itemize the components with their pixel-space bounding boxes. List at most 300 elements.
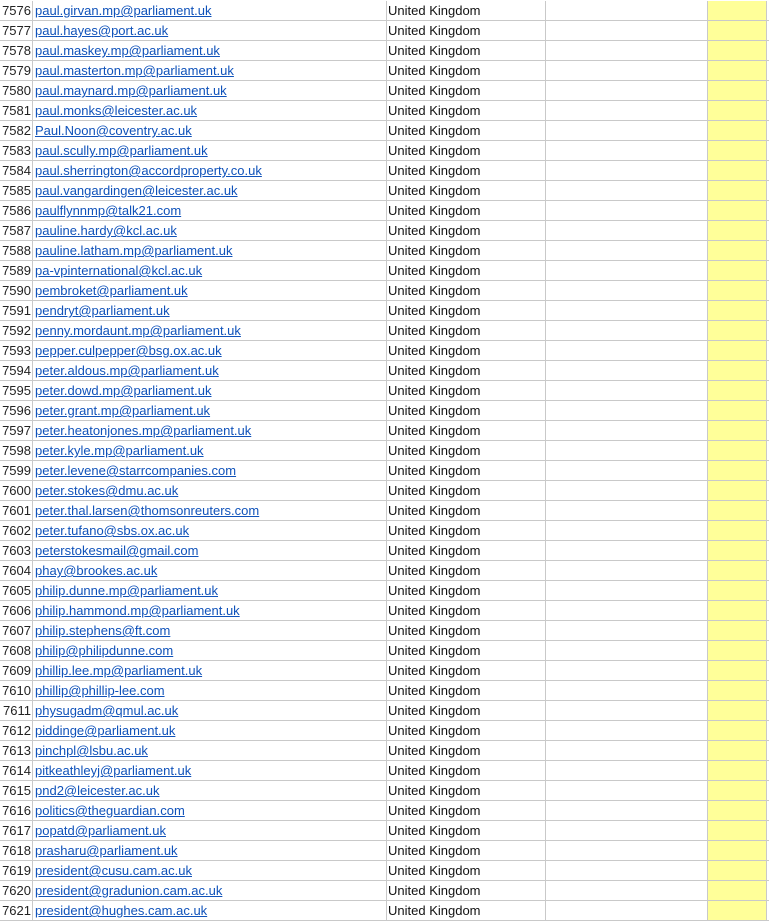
email-cell[interactable] bbox=[33, 761, 387, 781]
country-cell[interactable]: United Kingdom bbox=[387, 581, 546, 601]
highlighted-cell[interactable] bbox=[708, 521, 767, 541]
empty-cell[interactable] bbox=[546, 41, 708, 61]
highlighted-cell[interactable] bbox=[708, 441, 767, 461]
email-link[interactable]: physugadm@qmul.ac.uk bbox=[35, 703, 179, 718]
email-cell[interactable] bbox=[33, 561, 387, 581]
email-cell[interactable] bbox=[33, 621, 387, 641]
highlighted-cell[interactable] bbox=[708, 381, 767, 401]
row-number-cell[interactable] bbox=[0, 121, 33, 141]
country-cell[interactable]: United Kingdom bbox=[387, 241, 546, 261]
empty-cell[interactable] bbox=[546, 21, 708, 41]
empty-cell[interactable] bbox=[546, 521, 708, 541]
email-cell[interactable] bbox=[33, 661, 387, 681]
empty-cell[interactable] bbox=[546, 741, 708, 761]
row-number-cell[interactable] bbox=[0, 41, 33, 61]
empty-cell[interactable] bbox=[546, 381, 708, 401]
country-cell[interactable]: United Kingdom bbox=[387, 701, 546, 721]
row-number-cell[interactable] bbox=[0, 721, 33, 741]
highlighted-cell[interactable] bbox=[708, 841, 767, 861]
email-cell[interactable] bbox=[33, 601, 387, 621]
country-cell[interactable]: United Kingdom bbox=[387, 561, 546, 581]
empty-cell[interactable] bbox=[546, 821, 708, 841]
email-cell[interactable] bbox=[33, 481, 387, 501]
row-number-cell[interactable] bbox=[0, 881, 33, 901]
row-number-cell[interactable] bbox=[0, 181, 33, 201]
country-cell[interactable]: United Kingdom bbox=[387, 781, 546, 801]
email-cell[interactable] bbox=[33, 841, 387, 861]
highlighted-cell[interactable] bbox=[708, 181, 767, 201]
empty-cell[interactable] bbox=[546, 281, 708, 301]
email-link[interactable]: philip.hammond.mp@parliament.uk bbox=[35, 603, 240, 618]
email-link[interactable]: peter.heatonjones.mp@parliament.uk bbox=[35, 423, 252, 438]
row-number-cell[interactable] bbox=[0, 621, 33, 641]
country-cell[interactable]: United Kingdom bbox=[387, 41, 546, 61]
email-cell[interactable] bbox=[33, 381, 387, 401]
row-number: 7609 bbox=[2, 663, 31, 678]
highlighted-cell[interactable] bbox=[708, 881, 767, 901]
highlighted-cell[interactable] bbox=[708, 821, 767, 841]
table-row bbox=[0, 581, 769, 601]
email-link[interactable]: philip.dunne.mp@parliament.uk bbox=[35, 583, 219, 598]
row-number-cell[interactable] bbox=[0, 1, 33, 21]
highlighted-cell[interactable] bbox=[708, 361, 767, 381]
highlighted-cell[interactable] bbox=[708, 861, 767, 881]
country-cell[interactable]: United Kingdom bbox=[387, 321, 546, 341]
email-cell[interactable] bbox=[33, 881, 387, 901]
country-cell[interactable]: United Kingdom bbox=[387, 341, 546, 361]
email-cell[interactable] bbox=[33, 321, 387, 341]
empty-cell[interactable] bbox=[546, 301, 708, 321]
email-link[interactable]: president@hughes.cam.ac.uk bbox=[35, 903, 208, 918]
email-cell[interactable] bbox=[33, 821, 387, 841]
country-cell[interactable]: United Kingdom bbox=[387, 601, 546, 621]
row-number-cell[interactable] bbox=[0, 201, 33, 221]
row-number-cell[interactable] bbox=[0, 381, 33, 401]
highlighted-cell[interactable] bbox=[708, 781, 767, 801]
email-link[interactable]: piddinge@parliament.uk bbox=[35, 723, 176, 738]
highlighted-cell[interactable] bbox=[708, 301, 767, 321]
email-link[interactable]: paul.scully.mp@parliament.uk bbox=[35, 143, 208, 158]
email-cell[interactable] bbox=[33, 161, 387, 181]
row-number-cell[interactable] bbox=[0, 141, 33, 161]
row-number-cell[interactable] bbox=[0, 361, 33, 381]
empty-cell[interactable] bbox=[546, 861, 708, 881]
email-cell[interactable] bbox=[33, 581, 387, 601]
highlighted-cell[interactable] bbox=[708, 801, 767, 821]
empty-cell[interactable] bbox=[546, 481, 708, 501]
email-cell[interactable] bbox=[33, 801, 387, 821]
table-row bbox=[0, 681, 769, 701]
highlighted-cell[interactable] bbox=[708, 281, 767, 301]
row-number-cell[interactable] bbox=[0, 741, 33, 761]
country-cell[interactable]: United Kingdom bbox=[387, 61, 546, 81]
row-number-cell[interactable] bbox=[0, 441, 33, 461]
highlighted-cell[interactable] bbox=[708, 201, 767, 221]
email-link[interactable]: president@gradunion.cam.ac.uk bbox=[35, 883, 223, 898]
row-number-cell[interactable] bbox=[0, 21, 33, 41]
email-link[interactable]: phillip@phillip-lee.com bbox=[35, 683, 165, 698]
row-number-cell[interactable] bbox=[0, 861, 33, 881]
country-cell[interactable]: United Kingdom bbox=[387, 661, 546, 681]
email-link[interactable]: peter.stokes@dmu.ac.uk bbox=[35, 483, 179, 498]
empty-cell[interactable] bbox=[546, 1, 708, 21]
empty-cell[interactable] bbox=[546, 901, 708, 921]
empty-cell[interactable] bbox=[546, 61, 708, 81]
highlighted-cell[interactable] bbox=[708, 761, 767, 781]
table-row bbox=[0, 221, 769, 241]
email-cell[interactable] bbox=[33, 341, 387, 361]
email-link[interactable]: peter.levene@starrcompanies.com bbox=[35, 463, 237, 478]
empty-cell[interactable] bbox=[546, 801, 708, 821]
country-cell[interactable]: United Kingdom bbox=[387, 801, 546, 821]
table-row bbox=[0, 601, 769, 621]
email-link[interactable]: penny.mordaunt.mp@parliament.uk bbox=[35, 323, 241, 338]
email-link[interactable]: pnd2@leicester.ac.uk bbox=[35, 783, 160, 798]
empty-cell[interactable] bbox=[546, 401, 708, 421]
email-link[interactable]: paul.monks@leicester.ac.uk bbox=[35, 103, 198, 118]
empty-cell[interactable] bbox=[546, 621, 708, 641]
email-link[interactable]: philip.stephens@ft.com bbox=[35, 623, 171, 638]
email-cell[interactable] bbox=[33, 681, 387, 701]
email-link[interactable]: popatd@parliament.uk bbox=[35, 823, 166, 838]
empty-cell[interactable] bbox=[546, 641, 708, 661]
email-link[interactable]: pembroket@parliament.uk bbox=[35, 283, 188, 298]
email-cell[interactable] bbox=[33, 281, 387, 301]
highlighted-cell[interactable] bbox=[708, 501, 767, 521]
empty-cell[interactable] bbox=[546, 201, 708, 221]
row-number-cell[interactable] bbox=[0, 761, 33, 781]
highlighted-cell[interactable] bbox=[708, 541, 767, 561]
email-cell[interactable] bbox=[33, 101, 387, 121]
email-cell[interactable] bbox=[33, 501, 387, 521]
row-number-cell[interactable] bbox=[0, 81, 33, 101]
empty-cell[interactable] bbox=[546, 541, 708, 561]
row-number: 7580 bbox=[2, 83, 31, 98]
email-link[interactable]: pauline.latham.mp@parliament.uk bbox=[35, 243, 233, 258]
table-row bbox=[0, 121, 769, 141]
country-cell[interactable]: United Kingdom bbox=[387, 881, 546, 901]
email-cell[interactable] bbox=[33, 861, 387, 881]
email-link[interactable]: peter.tufano@sbs.ox.ac.uk bbox=[35, 523, 190, 538]
email-link[interactable]: Paul.Noon@coventry.ac.uk bbox=[35, 123, 192, 138]
email-link[interactable]: peter.dowd.mp@parliament.uk bbox=[35, 383, 212, 398]
highlighted-cell[interactable] bbox=[708, 701, 767, 721]
country-cell[interactable]: United Kingdom bbox=[387, 821, 546, 841]
row-number-cell[interactable] bbox=[0, 581, 33, 601]
highlighted-cell[interactable] bbox=[708, 221, 767, 241]
email-cell[interactable] bbox=[33, 181, 387, 201]
country-cell[interactable]: United Kingdom bbox=[387, 141, 546, 161]
email-cell[interactable] bbox=[33, 461, 387, 481]
row-number-cell[interactable] bbox=[0, 281, 33, 301]
highlighted-cell[interactable] bbox=[708, 261, 767, 281]
email-link[interactable]: peterstokesmail@gmail.com bbox=[35, 543, 199, 558]
empty-cell[interactable] bbox=[546, 361, 708, 381]
country-cell[interactable]: United Kingdom bbox=[387, 361, 546, 381]
table-row bbox=[0, 741, 769, 761]
highlighted-cell[interactable] bbox=[708, 121, 767, 141]
email-link[interactable]: pitkeathleyj@parliament.uk bbox=[35, 763, 192, 778]
email-link[interactable]: pepper.culpepper@bsg.ox.ac.uk bbox=[35, 343, 222, 358]
email-cell[interactable] bbox=[33, 261, 387, 281]
email-cell[interactable] bbox=[33, 641, 387, 661]
country-cell[interactable]: United Kingdom bbox=[387, 541, 546, 561]
row-number-cell[interactable] bbox=[0, 261, 33, 281]
table-row bbox=[0, 821, 769, 841]
highlighted-cell[interactable] bbox=[708, 461, 767, 481]
email-cell[interactable] bbox=[33, 221, 387, 241]
email-cell[interactable] bbox=[33, 241, 387, 261]
email-link[interactable]: paul.maynard.mp@parliament.uk bbox=[35, 83, 227, 98]
empty-cell[interactable] bbox=[546, 881, 708, 901]
country-cell[interactable]: United Kingdom bbox=[387, 681, 546, 701]
row-number-cell[interactable] bbox=[0, 781, 33, 801]
highlighted-cell[interactable] bbox=[708, 581, 767, 601]
email-cell[interactable] bbox=[33, 301, 387, 321]
country-cell[interactable]: United Kingdom bbox=[387, 521, 546, 541]
country-cell[interactable]: United Kingdom bbox=[387, 301, 546, 321]
row-number-cell[interactable] bbox=[0, 61, 33, 81]
email-link[interactable]: peter.thal.larsen@thomsonreuters.com bbox=[35, 503, 260, 518]
country-cell[interactable]: United Kingdom bbox=[387, 221, 546, 241]
row-number-cell[interactable] bbox=[0, 161, 33, 181]
highlighted-cell[interactable] bbox=[708, 101, 767, 121]
email-cell[interactable] bbox=[33, 421, 387, 441]
row-number-cell[interactable] bbox=[0, 841, 33, 861]
highlighted-cell[interactable] bbox=[708, 721, 767, 741]
country-cell[interactable]: United Kingdom bbox=[387, 901, 546, 921]
table-row bbox=[0, 701, 769, 721]
table-row bbox=[0, 441, 769, 461]
email-cell[interactable] bbox=[33, 21, 387, 41]
empty-cell[interactable] bbox=[546, 701, 708, 721]
table-row bbox=[0, 861, 769, 881]
empty-cell[interactable] bbox=[546, 241, 708, 261]
country-cell[interactable]: United Kingdom bbox=[387, 201, 546, 221]
email-link[interactable]: peter.kyle.mp@parliament.uk bbox=[35, 443, 204, 458]
row-number-cell[interactable] bbox=[0, 601, 33, 621]
row-number-cell[interactable] bbox=[0, 401, 33, 421]
table-row bbox=[0, 541, 769, 561]
highlighted-cell[interactable] bbox=[708, 341, 767, 361]
empty-cell[interactable] bbox=[546, 561, 708, 581]
empty-cell[interactable] bbox=[546, 321, 708, 341]
empty-cell[interactable] bbox=[546, 161, 708, 181]
row-number-cell[interactable] bbox=[0, 681, 33, 701]
country-cell[interactable]: United Kingdom bbox=[387, 261, 546, 281]
empty-cell[interactable] bbox=[546, 661, 708, 681]
email-cell[interactable] bbox=[33, 401, 387, 421]
empty-cell[interactable] bbox=[546, 841, 708, 861]
country-cell[interactable]: United Kingdom bbox=[387, 21, 546, 41]
row-number-cell[interactable] bbox=[0, 101, 33, 121]
email-cell[interactable] bbox=[33, 1, 387, 21]
country-cell[interactable]: United Kingdom bbox=[387, 861, 546, 881]
email-link[interactable]: paul.hayes@port.ac.uk bbox=[35, 23, 169, 38]
email-cell[interactable] bbox=[33, 361, 387, 381]
country-cell[interactable]: United Kingdom bbox=[387, 401, 546, 421]
email-link[interactable]: pauline.hardy@kcl.ac.uk bbox=[35, 223, 177, 238]
row-number-cell[interactable] bbox=[0, 321, 33, 341]
row-number-cell[interactable] bbox=[0, 501, 33, 521]
empty-cell[interactable] bbox=[546, 101, 708, 121]
row-number-cell[interactable] bbox=[0, 821, 33, 841]
row-number: 7598 bbox=[2, 443, 31, 458]
email-cell[interactable] bbox=[33, 41, 387, 61]
highlighted-cell[interactable] bbox=[708, 481, 767, 501]
table-row bbox=[0, 241, 769, 261]
empty-cell[interactable] bbox=[546, 421, 708, 441]
highlighted-cell[interactable] bbox=[708, 561, 767, 581]
country-cell[interactable]: United Kingdom bbox=[387, 621, 546, 641]
email-cell[interactable] bbox=[33, 901, 387, 921]
row-number: 7618 bbox=[2, 843, 31, 858]
empty-cell[interactable] bbox=[546, 681, 708, 701]
empty-cell[interactable] bbox=[546, 461, 708, 481]
highlighted-cell[interactable] bbox=[708, 741, 767, 761]
highlighted-cell[interactable] bbox=[708, 601, 767, 621]
empty-cell[interactable] bbox=[546, 181, 708, 201]
highlighted-cell[interactable] bbox=[708, 661, 767, 681]
row-number: 7593 bbox=[2, 343, 31, 358]
country-cell[interactable]: United Kingdom bbox=[387, 381, 546, 401]
empty-cell[interactable] bbox=[546, 761, 708, 781]
row-number-cell[interactable] bbox=[0, 241, 33, 261]
email-link[interactable]: president@cusu.cam.ac.uk bbox=[35, 863, 192, 878]
email-link[interactable]: phay@brookes.ac.uk bbox=[35, 563, 158, 578]
highlighted-cell[interactable] bbox=[708, 321, 767, 341]
country-cell[interactable]: United Kingdom bbox=[387, 481, 546, 501]
country-cell[interactable]: United Kingdom bbox=[387, 281, 546, 301]
email-link[interactable]: paul.vangardingen@leicester.ac.uk bbox=[35, 183, 238, 198]
email-cell[interactable] bbox=[33, 521, 387, 541]
empty-cell[interactable] bbox=[546, 721, 708, 741]
email-cell[interactable] bbox=[33, 781, 387, 801]
row-number-cell[interactable] bbox=[0, 301, 33, 321]
country-cell[interactable]: United Kingdom bbox=[387, 741, 546, 761]
highlighted-cell[interactable] bbox=[708, 81, 767, 101]
empty-cell[interactable] bbox=[546, 441, 708, 461]
email-link[interactable]: pa-vpinternational@kcl.ac.uk bbox=[35, 263, 203, 278]
email-link[interactable]: pinchpl@lsbu.ac.uk bbox=[35, 743, 148, 758]
email-cell[interactable] bbox=[33, 441, 387, 461]
empty-cell[interactable] bbox=[546, 781, 708, 801]
email-cell[interactable] bbox=[33, 701, 387, 721]
email-link[interactable]: paul.sherrington@accordproperty.co.uk bbox=[35, 163, 262, 178]
email-cell[interactable] bbox=[33, 741, 387, 761]
highlighted-cell[interactable] bbox=[708, 161, 767, 181]
email-link[interactable]: peter.aldous.mp@parliament.uk bbox=[35, 363, 219, 378]
row-number-cell[interactable] bbox=[0, 221, 33, 241]
email-link[interactable]: phillip.lee.mp@parliament.uk bbox=[35, 663, 203, 678]
row-number-cell[interactable] bbox=[0, 701, 33, 721]
country-cell[interactable]: United Kingdom bbox=[387, 721, 546, 741]
highlighted-cell[interactable] bbox=[708, 421, 767, 441]
country-cell[interactable]: United Kingdom bbox=[387, 101, 546, 121]
empty-cell[interactable] bbox=[546, 261, 708, 281]
highlighted-cell[interactable] bbox=[708, 401, 767, 421]
country-cell[interactable]: United Kingdom bbox=[387, 181, 546, 201]
highlighted-cell[interactable] bbox=[708, 1, 767, 21]
empty-cell[interactable] bbox=[546, 341, 708, 361]
email-cell[interactable] bbox=[33, 541, 387, 561]
email-link[interactable]: paul.masterton.mp@parliament.uk bbox=[35, 63, 234, 78]
highlighted-cell[interactable] bbox=[708, 41, 767, 61]
table-row bbox=[0, 381, 769, 401]
empty-cell[interactable] bbox=[546, 121, 708, 141]
country-cell[interactable]: United Kingdom bbox=[387, 501, 546, 521]
highlighted-cell[interactable] bbox=[708, 901, 767, 921]
country-cell[interactable]: United Kingdom bbox=[387, 641, 546, 661]
country-cell[interactable]: United Kingdom bbox=[387, 461, 546, 481]
email-link[interactable]: politics@theguardian.com bbox=[35, 803, 185, 818]
email-cell[interactable] bbox=[33, 121, 387, 141]
highlighted-cell[interactable] bbox=[708, 241, 767, 261]
row-number-cell[interactable] bbox=[0, 461, 33, 481]
highlighted-cell[interactable] bbox=[708, 61, 767, 81]
table-row bbox=[0, 21, 769, 41]
row-number-cell[interactable] bbox=[0, 421, 33, 441]
empty-cell[interactable] bbox=[546, 601, 708, 621]
row-number-cell[interactable] bbox=[0, 561, 33, 581]
email-cell[interactable] bbox=[33, 81, 387, 101]
table-row bbox=[0, 341, 769, 361]
email-link[interactable]: paul.girvan.mp@parliament.uk bbox=[35, 3, 212, 18]
country-cell[interactable]: United Kingdom bbox=[387, 81, 546, 101]
email-link[interactable]: philip@philipdunne.com bbox=[35, 643, 174, 658]
email-link[interactable]: peter.grant.mp@parliament.uk bbox=[35, 403, 211, 418]
empty-cell[interactable] bbox=[546, 501, 708, 521]
country-cell[interactable]: United Kingdom bbox=[387, 421, 546, 441]
empty-cell[interactable] bbox=[546, 81, 708, 101]
row-number: 7617 bbox=[2, 823, 31, 838]
highlighted-cell[interactable] bbox=[708, 641, 767, 661]
highlighted-cell[interactable] bbox=[708, 141, 767, 161]
row-number: 7585 bbox=[2, 183, 31, 198]
empty-cell[interactable] bbox=[546, 221, 708, 241]
email-link[interactable]: pendryt@parliament.uk bbox=[35, 303, 170, 318]
country-cell[interactable]: United Kingdom bbox=[387, 121, 546, 141]
highlighted-cell[interactable] bbox=[708, 21, 767, 41]
row-number-cell[interactable] bbox=[0, 801, 33, 821]
email-cell[interactable] bbox=[33, 201, 387, 221]
row-number-cell[interactable] bbox=[0, 901, 33, 921]
empty-cell[interactable] bbox=[546, 581, 708, 601]
row-number-cell[interactable] bbox=[0, 341, 33, 361]
empty-cell[interactable] bbox=[546, 141, 708, 161]
row-number-cell[interactable] bbox=[0, 521, 33, 541]
email-link[interactable]: prasharu@parliament.uk bbox=[35, 843, 178, 858]
row-number-cell[interactable] bbox=[0, 661, 33, 681]
row-number: 7619 bbox=[2, 863, 31, 878]
highlighted-cell[interactable] bbox=[708, 681, 767, 701]
email-cell[interactable] bbox=[33, 141, 387, 161]
email-cell[interactable] bbox=[33, 721, 387, 741]
email-link[interactable]: paulflynnmp@talk21.com bbox=[35, 203, 182, 218]
country-cell[interactable]: United Kingdom bbox=[387, 441, 546, 461]
country-cell[interactable]: United Kingdom bbox=[387, 1, 546, 21]
country-cell[interactable]: United Kingdom bbox=[387, 761, 546, 781]
highlighted-cell[interactable] bbox=[708, 621, 767, 641]
country-cell[interactable]: United Kingdom bbox=[387, 161, 546, 181]
country-cell[interactable]: United Kingdom bbox=[387, 841, 546, 861]
row-number-cell[interactable] bbox=[0, 641, 33, 661]
row-number-cell[interactable] bbox=[0, 481, 33, 501]
row-number: 7599 bbox=[2, 463, 31, 478]
row-number-cell[interactable] bbox=[0, 541, 33, 561]
email-link[interactable]: paul.maskey.mp@parliament.uk bbox=[35, 43, 220, 58]
email-cell[interactable] bbox=[33, 61, 387, 81]
